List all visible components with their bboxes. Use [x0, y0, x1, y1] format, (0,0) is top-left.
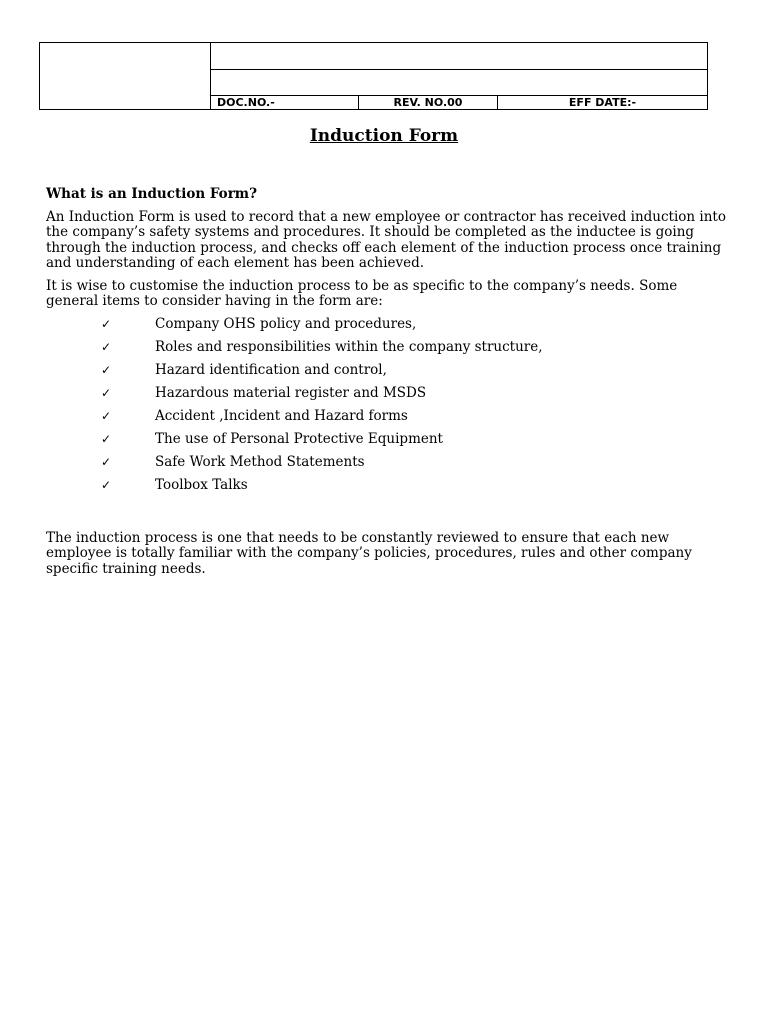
- list-item: [46, 455, 726, 478]
- list-item: [46, 386, 726, 409]
- list-item-text: Hazardous material register and MSDS: [155, 384, 427, 401]
- section-heading: What is an Induction Form?: [46, 186, 257, 202]
- list-item-text: Toolbox Talks: [155, 476, 248, 493]
- closing-paragraph: The induction process is one that needs to be constantly reviewed to ensure that each new employee is totally familiar with the company’s policies, procedures, rules and other company specific training needs.: [46, 529, 692, 577]
- list-item-text: Hazard identification and control,: [155, 361, 387, 378]
- list-item: [46, 409, 726, 432]
- check-icon: ✓: [101, 477, 112, 492]
- rev-no-cell: REV. NO.00: [359, 96, 498, 109]
- list-item: [46, 478, 726, 501]
- header-row-title: [211, 43, 707, 70]
- document-header-table: [39, 42, 708, 110]
- items-checklist: [46, 317, 726, 501]
- intro-paragraph: An Induction Form is used to record that a new employee or contractor has received induction into the company’s safety systems and procedures. It should be completed as the inductee is going through the induction process, and checks off each element of the induction process once training and understanding of each element has been achieved.: [46, 208, 726, 271]
- list-item: [46, 363, 726, 386]
- list-item: [46, 317, 726, 340]
- list-item-text: Accident ,Incident and Hazard forms: [155, 407, 408, 424]
- check-icon: ✓: [101, 454, 112, 469]
- header-row-meta: [211, 96, 707, 109]
- list-item: [46, 432, 726, 455]
- customise-paragraph: It is wise to customise the induction process to be as specific to the company’s needs. Some general items to consider having in the form are:: [46, 277, 678, 309]
- list-item-text: Safe Work Method Statements: [155, 453, 365, 470]
- check-icon: ✓: [101, 431, 112, 446]
- list-item: [46, 340, 726, 363]
- logo-cell: [40, 43, 211, 109]
- check-icon: ✓: [101, 316, 112, 331]
- list-item-text: The use of Personal Protective Equipment: [155, 430, 443, 447]
- page-title: Induction Form: [309, 126, 459, 146]
- doc-no-cell: DOC.NO.-: [211, 96, 359, 109]
- check-icon: ✓: [101, 385, 112, 400]
- document-body: [46, 187, 726, 577]
- check-icon: ✓: [101, 339, 112, 354]
- check-icon: ✓: [101, 362, 112, 377]
- check-icon: ✓: [101, 408, 112, 423]
- list-item-text: Company OHS policy and procedures,: [155, 315, 417, 332]
- header-row-subtitle: [211, 70, 707, 96]
- list-item-text: Roles and responsibilities within the company structure,: [155, 338, 543, 355]
- eff-date-cell: EFF DATE:-: [568, 96, 637, 109]
